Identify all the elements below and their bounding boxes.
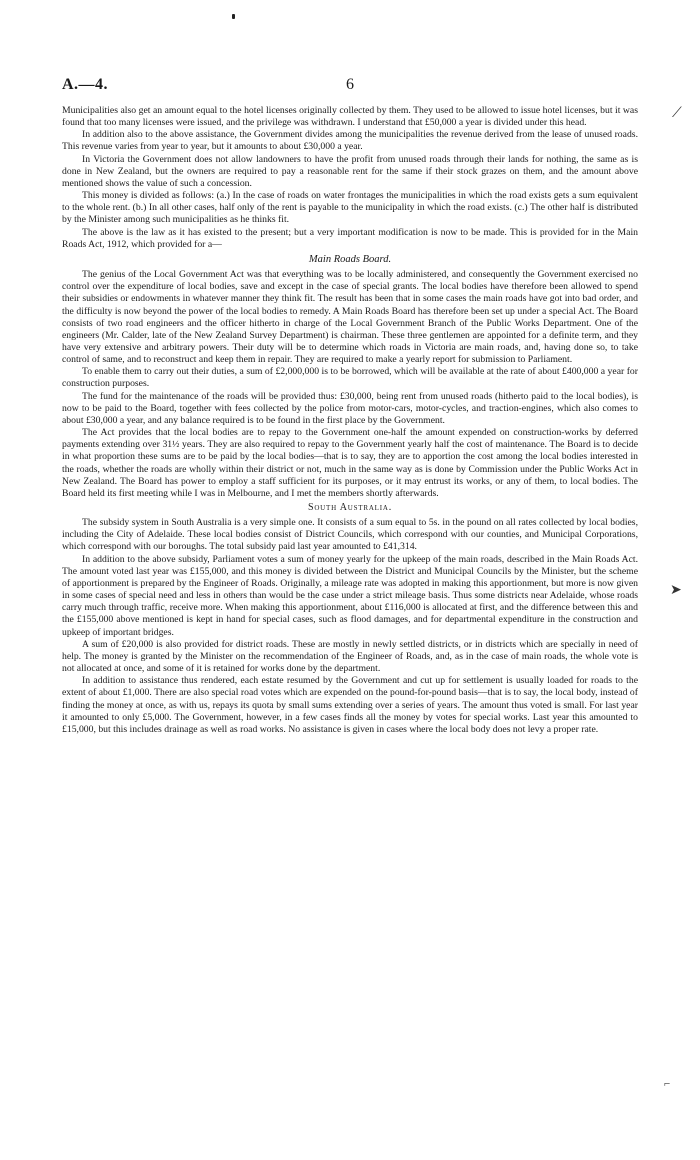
margin-tick-icon: ⌐ <box>664 1078 671 1090</box>
document-reference: A.—4. <box>62 76 109 93</box>
paragraph: The genius of the Local Government Act was that everything was to be locally administered, and consequently the Government exercised no control over the expenditure of local bodies, save and except in the case of special grants. The local bodies have therefore been allowed to spend their subsidies or endowments in whatever manner they think fit. The result has been that in some cases the main roads have got into bad order, and the difficulty is now beyond the power of the local bodies to remedy. A Main Roads Board has therefore been set up under a special Act. The Board consists of two road engineers and the officer hitherto in charge of the Local Government Branch of the Public Works Department. One of the engineers (Mr. Calder, late of the New Zealand Survey Department) is chairman. These three gentlemen are appointed for a definite term, and they have very extensive and arbitrary powers. Their duty will be to determine which roads in Victoria are main roads, and, having done so, to take control of same, and to reconstruct and keep them in repair. They are required to make a yearly report for submission to Parliament. <box>62 269 638 366</box>
paragraph: In addition also to the above assistance, the Government divides among the municipalities the revenue derived from the lease of unused roads. This revenue varies from year to year, but it amounts to about £30,000 a year. <box>62 129 638 153</box>
paragraph: The fund for the maintenance of the roads will be provided thus: £30,000, being rent from unused roads (hitherto paid to the local bodies), is now to be paid to the Board, together with fees collected by the police from motor-cars, motor-cycles, and traction-engines, which also comes to about £30,000 a year, and any balance required is to be found in the first place by the Government. <box>62 390 638 426</box>
margin-mark-icon: ⟋ <box>672 106 682 121</box>
section-heading-south-australia: South Australia. <box>307 502 393 513</box>
paragraph: The Act provides that the local bodies are to repay to the Government one-half the amount expended on construction-works by deferred payments extending over 31½ years. They are also required to repay to the Government yearly half the cost of maintenance. The Board is to decide in what proportion these sums are to be paid by the local bodies—that is to say, they are to apportion the cost among the local bodies interested in the roads, whether the roads are wholly within their district or not, much in the same way as is done by Commission under the Public Works Act in New Zealand. The Board has power to employ a staff sufficient for its purposes, or it may entrust its works, or any of them, to local bodies. The Board held its first meeting while I was in Melbourne, and I met the members shortly afterwards. <box>62 427 638 499</box>
paragraph: A sum of £20,000 is also provided for district roads. These are mostly in newly settled districts, or in districts which are specially in need of help. The money is granted by the Minister on the recommendation of the Engineer of Roads, and, as in the case of main roads, the whole vote is not allocated at once, and some of it is retained for works done by the department. <box>62 638 638 675</box>
page-header <box>62 76 638 100</box>
section-heading-main-roads-board: Main Roads Board. <box>308 253 392 265</box>
paragraph: In addition to assistance thus rendered, each estate resumed by the Government and cut up for settlement is usually loaded for roads to the extent of about £1,000. There are also special road votes which are expended on the pound-for-pound basis—that is to say, the local body, instead of finding the money at once, as with us, repays its quota by small sums extending over a series of years. The amount thus voted is small. For last year it amounted to only £5,000. The Government, however, in a few cases finds all the money by votes for special works. Last year this amounted to £15,000, but this includes drainage as well as road works. No assistance is given in cases where the local body does not levy a proper rate. <box>62 675 638 735</box>
print-speck <box>232 14 235 19</box>
paragraph: In addition to the above subsidy, Parliament votes a sum of money yearly for the upkeep of the main roads, described in the Main Roads Act. The amount voted last year was £155,000, and this money is divided between the District and Municipal Councils by the Minister, but the scheme of apportionment is prepared by the Engineer of Roads. Originally, a mileage rate was adopted in making this apportionment, but more is now given in some cases of special need and less in others than would be the case under a strict mileage basis. Thus some districts near Adelaide, whose roads carry much through traffic, receive more. When making this apportionment, about £116,000 is allocated at first, and the difference between this and the £155,000 above mentioned is kept in hand for special cases, such as flood damages, and for departmental expenditure in the construction and upkeep of important bridges. <box>62 553 638 638</box>
paragraph: The subsidy system in South Australia is a very simple one. It consists of a sum equal to 5s. in the pound on all rates collected by local bodies, including the City of Adelaide. These local bodies consist of District Councils, which correspond with our counties, and Municipal Corporations, which correspond with our boroughs. The total subsidy paid last year amounted to £41,314. <box>62 517 638 553</box>
paragraph: This money is divided as follows: (a.) In the case of roads on water frontages the municipalities in which the road exists gets a sum equivalent to the whole rent. (b.) In all other cases, half only of the rent is payable to the municipality in which the road exists. (c.) The other half is distributed by the Minister among such municipalities as he thinks fit. <box>62 190 638 226</box>
page-number: 6 <box>346 76 354 93</box>
paragraph: The above is the law as it has existed to the present; but a very important modification is now to be made. This is provided for in the Main Roads Act, 1912, which provided for a— <box>62 226 638 250</box>
paragraph: To enable them to carry out their duties, a sum of £2,000,000 is to be borrowed, which will be available at the rate of about £400,000 a year for construction purposes. <box>62 366 638 390</box>
body-text <box>62 105 638 736</box>
paragraph: Municipalities also get an amount equal to the hotel licenses originally collected by them. They used to be allowed to issue hotel licenses, but it was found that too many licenses were issued, and the privilege was withdrawn. I understand that £50,000 a year is divided under this head. <box>62 105 638 129</box>
margin-arrow-icon: ➤ <box>670 583 682 598</box>
paragraph: In Victoria the Government does not allow landowners to have the profit from unused roads through their lands for nothing, the same as is done in New Zealand, but the owners are required to pay a reasonable rent for the same if their stock grazes on them, and the amount above mentioned shows the value of such a concession. <box>62 153 638 189</box>
